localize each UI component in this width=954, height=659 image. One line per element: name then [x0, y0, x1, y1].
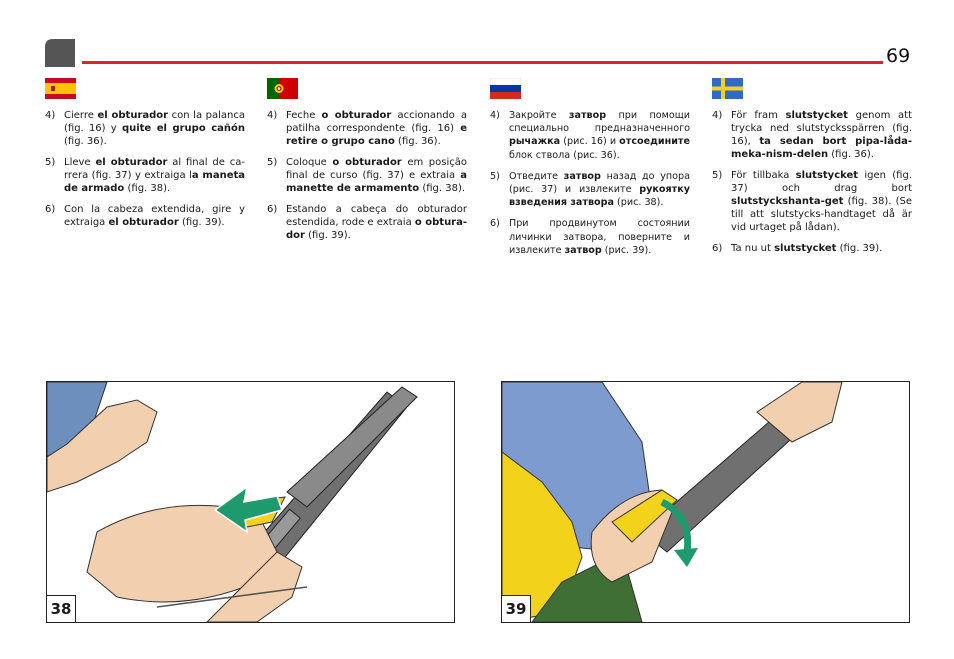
instruction-step	[45, 156, 245, 195]
step-text-run: блок ствола (рис. 36).	[509, 149, 620, 161]
step-text-bold: o obturador	[332, 157, 402, 168]
step-text-run: (fig. 38).	[124, 183, 171, 194]
step-text-run: Ta nu ut	[731, 243, 775, 254]
bolt-removal-illustration-39	[502, 382, 909, 622]
step-text-run: Lleve	[64, 157, 96, 168]
step-text-run: Cierre	[64, 110, 98, 121]
step-text-bold: a manette de armamento	[286, 170, 467, 194]
step-number: 4)	[45, 110, 56, 121]
step-number: 6)	[712, 243, 723, 254]
instruction-step	[490, 170, 690, 210]
step-text-bold: затвор	[564, 244, 602, 256]
step-number: 5)	[490, 170, 500, 182]
step-text-run: Coloque	[286, 157, 333, 168]
instruction-step	[45, 203, 245, 229]
column-spanish	[45, 78, 245, 237]
step-number: 5)	[267, 157, 278, 168]
step-text-run: (fig. 36).	[394, 136, 441, 147]
step-text-bold: o obturador	[321, 110, 392, 121]
instruction-step	[45, 109, 245, 148]
step-text-run: (fig. 38). (Se till att slutstycks-handtaget då är vid urtaget på lådan).	[731, 196, 912, 233]
step-text	[286, 203, 467, 242]
step-text-bold: a maneta de armado	[64, 170, 245, 194]
step-text	[509, 109, 690, 162]
sweden-flag-icon	[712, 78, 743, 99]
step-number: 6)	[490, 218, 500, 230]
step-text	[64, 109, 245, 148]
step-text-run: При продвинутом состоянии личинки затвора, поверните и извлеките	[509, 218, 690, 256]
step-text	[286, 156, 467, 195]
step-text-bold: отсоедините	[619, 136, 690, 148]
step-text-bold: slutstycket	[785, 110, 848, 121]
column-portuguese	[267, 78, 467, 250]
step-text-bold: e retire o grupo cano	[286, 123, 467, 147]
step-text-run: (fig. 39).	[836, 243, 883, 254]
step-text-run: Estando a cabeça do obturador estendida, rode e extraia	[286, 204, 467, 228]
step-text	[64, 203, 245, 229]
portugal-flag-icon	[267, 78, 298, 99]
step-text-run: (рис. 16) и	[560, 136, 620, 148]
step-text-bold: el obturador	[95, 157, 168, 168]
spain-flag-icon	[45, 78, 76, 99]
page-number: 69	[886, 45, 911, 67]
step-text	[731, 169, 912, 234]
column-swedish	[712, 78, 912, 263]
step-text-run: igen (fig. 37) och drag bort	[731, 170, 912, 194]
step-number: 4)	[267, 110, 278, 121]
step-text	[731, 242, 912, 255]
step-text-bold: slutstycket	[795, 170, 859, 181]
instruction-step	[267, 203, 467, 242]
step-text-bold: slutstyckshanta-get	[731, 196, 844, 207]
step-text	[731, 109, 912, 161]
column-russian	[490, 78, 690, 265]
instruction-step	[712, 242, 912, 255]
instruction-step	[712, 169, 912, 234]
instruction-step	[267, 156, 467, 195]
step-text-run: Con la cabeza extendida, gire y extraiga	[64, 204, 245, 228]
instruction-step	[490, 109, 690, 162]
figure-label-39: 39	[502, 595, 531, 622]
instruction-step	[712, 109, 912, 161]
step-number: 6)	[45, 204, 56, 215]
step-text-run: För tillbaka	[731, 170, 796, 181]
step-text-bold: el obturador	[108, 217, 179, 228]
step-text-bold: slutstycket	[774, 243, 837, 254]
step-text-bold: ta sedan bort pipa-låda-meka-nism-delen	[731, 136, 912, 160]
step-text-run: (fig. 36).	[828, 149, 874, 160]
step-text	[509, 217, 690, 257]
step-text	[509, 170, 690, 210]
russia-flag-icon	[490, 78, 521, 99]
step-text-run: Feche	[286, 110, 322, 121]
step-number: 5)	[712, 170, 723, 181]
step-number: 5)	[45, 157, 56, 168]
step-text-run: (рис. 38).	[613, 197, 664, 209]
figure-label-38: 38	[47, 595, 76, 622]
step-number: 4)	[712, 110, 723, 121]
step-number: 4)	[490, 110, 500, 121]
step-text-run: För fram	[731, 110, 786, 121]
step-text-bold: рычажка	[509, 136, 561, 148]
header-rule	[82, 61, 883, 64]
step-text-bold: el obturador	[97, 110, 169, 121]
step-number: 6)	[267, 204, 278, 215]
step-text-run: при помощи специально предназначенного	[509, 110, 690, 135]
bolt-removal-illustration-38	[47, 382, 454, 622]
instruction-step	[267, 109, 467, 148]
step-text-run: назад до упора (рис. 37) и извлеките	[509, 170, 690, 196]
step-text-bold: затвор	[568, 110, 607, 121]
step-text	[64, 156, 245, 195]
step-text-run: (fig. 36).	[64, 136, 107, 147]
step-text-run: al final de ca-rrera (fig. 37) y extraiga l	[64, 157, 245, 181]
step-text-run: accionando a patilha correspondente (fig. 16)	[286, 110, 468, 134]
step-text	[286, 109, 467, 148]
step-text-bold: quite el grupo cañón	[121, 123, 245, 134]
figure-39	[501, 381, 910, 623]
step-text-bold: рукоятку взведения затвора	[509, 184, 690, 209]
step-text-run: genom att trycka ned slutstycksspärren (fig. 16),	[731, 110, 913, 147]
step-text-run: (рис. 39).	[601, 244, 652, 256]
instruction-step	[490, 217, 690, 257]
step-text-bold: o obtura-dor	[286, 217, 468, 241]
step-text-run: Отведите	[509, 170, 564, 182]
step-text-run: (fig. 38).	[419, 183, 466, 194]
step-text-run: Закройте	[509, 110, 569, 121]
step-text-run: (fig. 39).	[304, 230, 351, 241]
step-text-run: con la palanca (fig. 16) y	[64, 110, 245, 134]
figure-38	[46, 381, 455, 623]
step-text-bold: затвор	[563, 170, 601, 182]
corner-tab-icon	[45, 39, 75, 67]
step-text-run: em posição final de curso (fig. 37) e extraia	[286, 157, 468, 181]
step-text-run: (fig. 39).	[178, 217, 225, 228]
